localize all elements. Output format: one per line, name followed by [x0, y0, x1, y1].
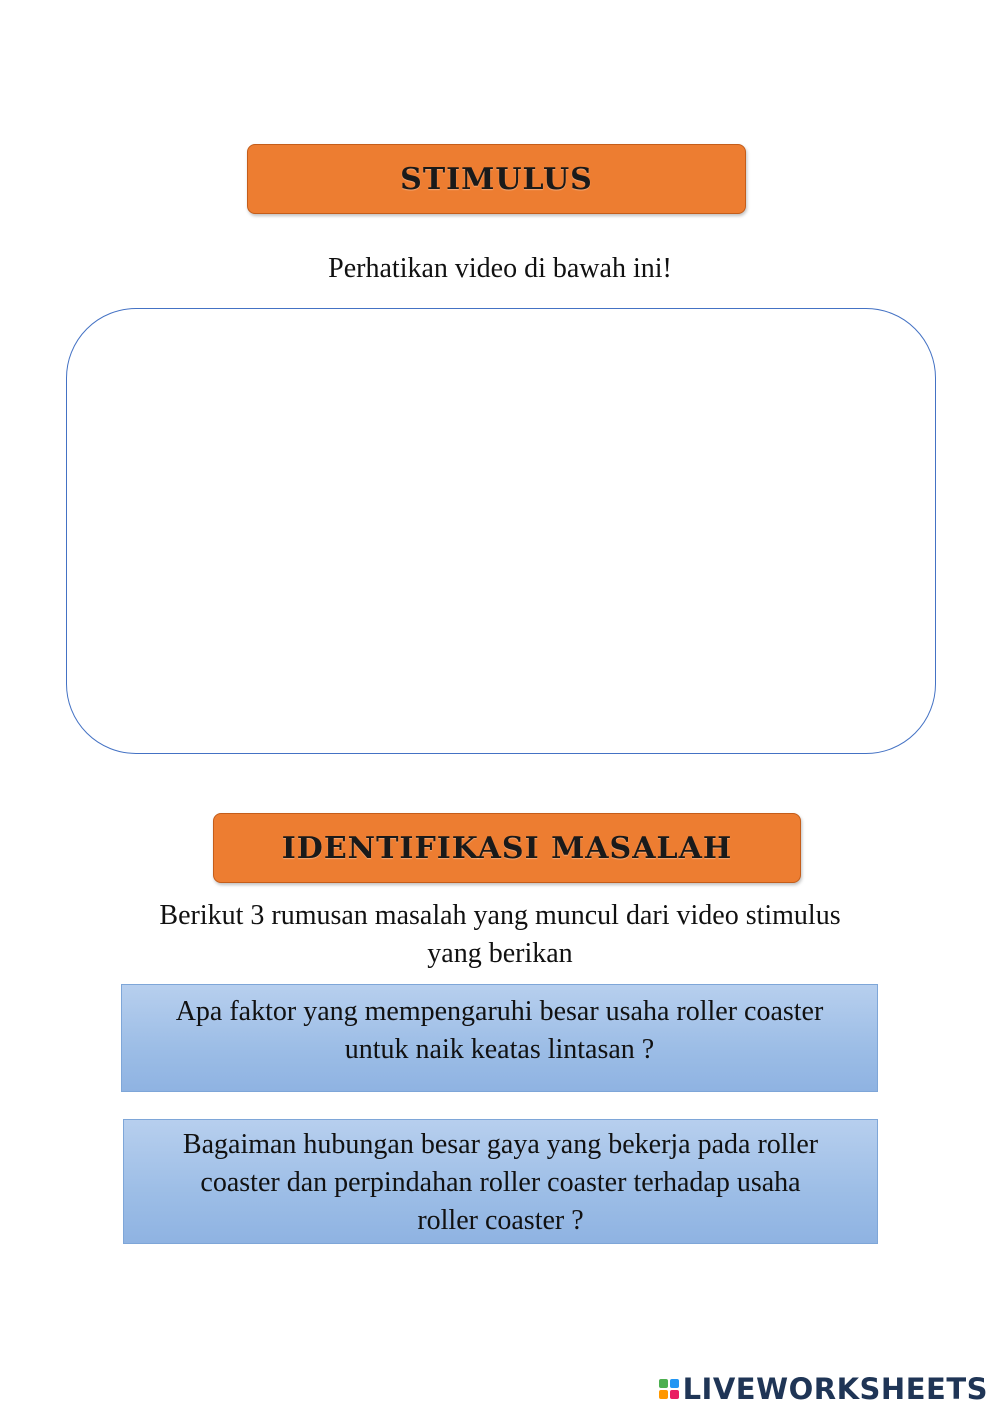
video-placeholder-frame[interactable]	[66, 308, 936, 754]
stimulus-instruction: Perhatikan video di bawah ini!	[328, 253, 672, 284]
liveworksheets-logo	[659, 1372, 988, 1406]
question-2-line-2: coaster dan perpindahan roller coaster terhadap usaha	[200, 1167, 801, 1198]
identification-title: IDENTIFIKASI MASALAH	[281, 830, 733, 866]
identification-intro-line-1: Berikut 3 rumusan masalah yang muncul dari video stimulus	[159, 900, 841, 931]
question-box-2	[123, 1119, 878, 1244]
logo-text: LIVEWORKSHEETS	[682, 1372, 988, 1406]
question-1-line-1: Apa faktor yang mempengaruhi besar usaha roller coaster	[175, 996, 824, 1027]
question-1-line-2: untuk naik keatas lintasan ?	[344, 1034, 655, 1065]
identification-header	[213, 813, 801, 883]
stimulus-header	[247, 144, 746, 214]
identification-intro-line-2: yang berikan	[427, 938, 573, 969]
question-box-1	[121, 984, 878, 1092]
liveworksheets-logo-icon	[659, 1379, 679, 1399]
question-2-line-1: Bagaiman hubungan besar gaya yang bekerja pada roller	[182, 1129, 819, 1160]
question-2-line-3: roller coaster ?	[417, 1205, 584, 1236]
identification-intro	[120, 897, 880, 973]
stimulus-title: STIMULUS	[400, 161, 593, 197]
